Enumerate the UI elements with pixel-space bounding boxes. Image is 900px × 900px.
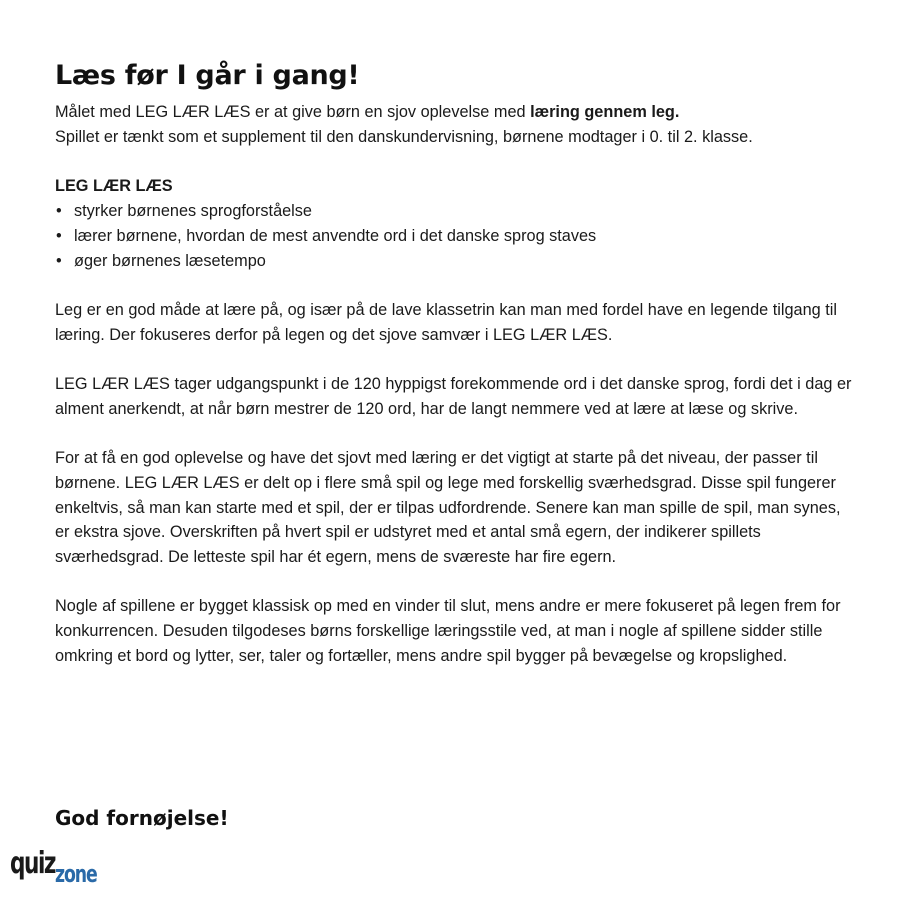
intro-paragraph [55, 100, 855, 149]
intro-text-2: Spillet er tænkt som et supplement til den danskundervisning, børnene modtager i 0. til 2. klasse. [55, 128, 753, 147]
page-title: Læs før I går i gang! [55, 60, 360, 91]
intro-text-1: Målet med LEG LÆR LÆS er at give børn en sjov oplevelse med [55, 103, 531, 122]
list-item-text: styrker børnenes sprogforståelse [74, 202, 312, 221]
paragraph-leg: Leg er en god måde at lære på, og især på de lave klassetrin kan man med fordel have en legende tilgang til læring. Der fokuseres derfor på legen og det sjove samvær i LEG LÆR LÆS. [55, 300, 837, 344]
document-page [55, 60, 855, 693]
logo-zone-text: zone [55, 860, 97, 888]
logo-quiz-text: quiz [10, 846, 56, 881]
list-item-text: øger børnenes læsetempo [74, 251, 266, 270]
intro-bold-text: læring gennem leg. [530, 103, 680, 122]
paragraph-niveau: For at få en god oplevelse og have det sjovt med læring er det vigtigt at starte på det niveau, der passer til børnene. LEG LÆR LÆS er delt op i flere små spil og lege med forskellig sværhedsgrad. Disse spil fungerer enkeltvis, så man kan starte med et spil, der er tilpas udfordrende. Senere kan man spille de spil, man synes, er ekstra sjove. Overskriften på hvert spil er udstyret med et antal små egern, der indikerer spillets sværhedsgrad. De letteste spil har ét egern, mens de sværeste har fire egern. [55, 449, 841, 566]
closing-text: God fornøjelse! [55, 806, 229, 830]
bullet-icon: • [56, 202, 62, 221]
list-item-text: lærer børnene, hvordan de mest anvendte ord i det danske sprog staves [74, 226, 597, 245]
bullet-list [55, 199, 855, 273]
list-item [55, 224, 855, 249]
list-item [55, 199, 855, 224]
paragraph-120-ord: LEG LÆR LÆS tager udgangspunkt i de 120 hyppigst forekommende ord i det danske sprog, fordi det i dag er alment anerkendt, at når børn mestrer de 120 ord, har de langt nemmere ved at lære at læse og skrive. [55, 375, 852, 418]
bullet-icon: • [56, 251, 62, 270]
bullet-icon: • [56, 226, 62, 245]
paragraph-spillene: Nogle af spillene er bygget klassisk op med en vinder til slut, mens andre er mere fokuseret på legen frem for konkurrencen. Desuden tilgodeses børns forskellige læringsstile ved, at man i nogle af spillene sidder stille omkring et bord og lytter, ser, taler og fortæller, mens andre spil bygger på bevægelse og kropslighed. [55, 597, 841, 665]
list-item [55, 249, 855, 274]
section-title: LEG LÆR LÆS [55, 177, 173, 196]
